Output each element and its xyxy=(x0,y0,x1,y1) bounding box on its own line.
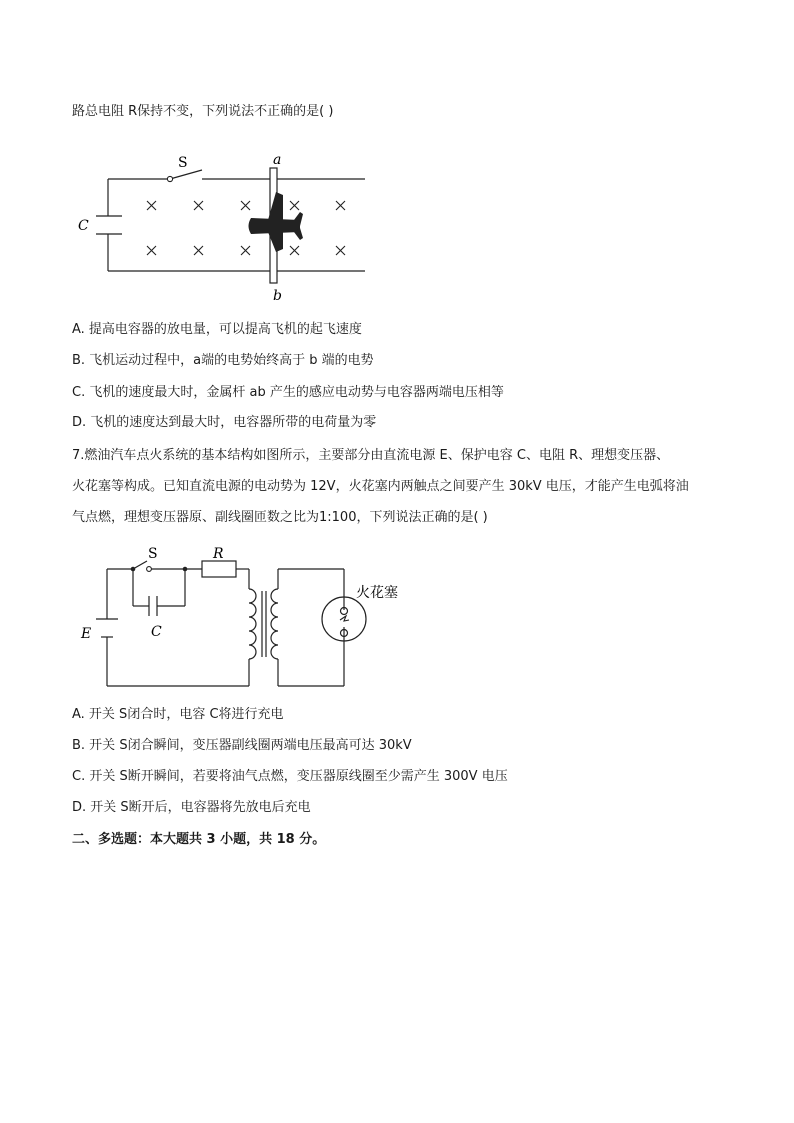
q7-option-b: B. 开关 S闭合瞬间，变压器副线圈两端电压最高可达 30kV xyxy=(72,738,412,753)
q7-stem-line-2: 火花塞等构成。已知直流电源的电动势为 12V，火花塞内两触点之间要产生 30kV 电压，才能产生电弧将油 xyxy=(72,479,689,494)
magnetic-field-crosses xyxy=(147,201,345,255)
q6-option-c: C. 飞机的速度最大时，金属杆 ab 产生的感应电动势与电容器两端电压相等 xyxy=(72,385,504,400)
q7-stem-line-3: 气点燃，理想变压器原、副线圈匝数之比为1:100，下列说法正确的是( ) xyxy=(72,510,488,525)
spark-icon xyxy=(340,616,349,621)
junction-dot xyxy=(131,567,136,572)
capacitor-label: C xyxy=(151,624,162,640)
q6-option-a: A. 提高电容器的放电量，可以提高飞机的起飞速度 xyxy=(72,322,362,337)
resistor-label: R xyxy=(213,546,224,562)
q7-option-a: A. 开关 S闭合时，电容 C将进行充电 xyxy=(72,707,284,722)
q6-circuit-figure xyxy=(70,148,380,308)
switch-label: S xyxy=(178,155,188,171)
spark-plug-label: 火花塞 xyxy=(356,585,398,601)
q6-option-d: D. 飞机的速度达到最大时，电容器所带的电荷量为零 xyxy=(72,415,377,430)
q7-option-c: C. 开关 S断开瞬间，若要将油气点燃，变压器原线圈至少需产生 300V 电压 xyxy=(72,769,508,784)
switch-contact xyxy=(167,176,172,181)
rod-bottom-label: b xyxy=(273,288,282,304)
switch-contact xyxy=(147,567,152,572)
q7-stem-line-1: 7.燃油汽车点火系统的基本结构如图所示，主要部分由直流电源 E、保护电容 C、电阻 R、理想变压器、 xyxy=(72,448,670,463)
q6-stem-tail: 路总电阻 R保持不变，下列说法不正确的是( ) xyxy=(72,104,334,119)
q7-ignition-figure xyxy=(78,544,408,694)
q6-option-b: B. 飞机运动过程中，a端的电势始终高于 b 端的电势 xyxy=(72,353,374,368)
junction-dot xyxy=(183,567,188,572)
section-heading: 二、多选题：本大题共 3 小题，共 18 分。 xyxy=(72,832,326,847)
rod-top-label: a xyxy=(273,152,282,168)
switch-label: S xyxy=(148,546,158,562)
q7-option-d: D. 开关 S断开后，电容器将先放电后充电 xyxy=(72,800,311,815)
source-label: E xyxy=(81,626,92,642)
airplane-icon xyxy=(249,192,304,252)
capacitor-label: C xyxy=(78,218,89,234)
